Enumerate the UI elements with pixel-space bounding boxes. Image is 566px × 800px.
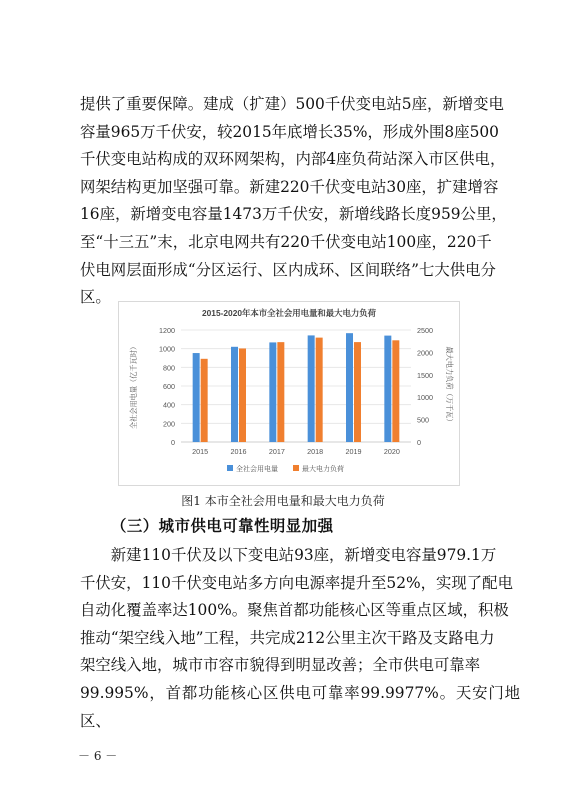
bar-electricity-consumption-2019 [346, 333, 353, 442]
y-tick-label-right: 1000 [417, 393, 433, 403]
x-tick-label: 2020 [383, 447, 400, 456]
x-tick-label: 2019 [345, 447, 362, 456]
bar-chart [118, 301, 460, 486]
y-tick-label-left: 800 [163, 363, 175, 373]
legend-label: 全社会用电量 [236, 466, 278, 473]
bar-electricity-consumption-2015 [193, 353, 200, 442]
bar-electricity-consumption-2016 [231, 347, 238, 442]
y-tick-label-left: 1000 [159, 344, 175, 354]
bar-max-load-2016 [239, 348, 246, 442]
body-paragraph: 新建110千伏及以下变电站93座，新增变电容量979.1万 千伏安，110千伏变电站多方向电源率提升至52%，实现了配电 自动化覆盖率达100%。聚焦首都功能核心区等重点区域，积极 推动“架空线入地”工程，共完成212公里主次干路及支路电力 架空线入地，城市市容市貌得到明显改善；全市供电可靠率 99.995%，首都功能核心区供电可靠率99.9977%。天安门地区、 [80, 546, 520, 730]
bar-max-load-2015 [201, 359, 208, 442]
x-tick-label: 2018 [307, 447, 324, 456]
y-tick-label-right: 2000 [417, 348, 433, 358]
y-tick-label-left: 200 [163, 419, 175, 429]
bar-max-load-2020 [392, 340, 399, 442]
legend-swatch-max-load [293, 465, 299, 471]
chart-svg [119, 302, 459, 485]
y-tick-label-right: 1500 [417, 370, 433, 380]
x-tick-label: 2015 [192, 447, 209, 456]
bar-max-load-2018 [316, 338, 323, 442]
bar-max-load-2017 [277, 342, 284, 442]
page-number: － 6 － [78, 749, 118, 763]
y-tick-label-left: 400 [163, 400, 175, 410]
y-tick-label-right: 2500 [417, 326, 433, 335]
x-tick-label: 2016 [230, 447, 247, 456]
y-tick-label-right: 0 [417, 438, 421, 447]
figure-caption: 图1 本市全社会用电量和最大电力负荷 [181, 494, 385, 508]
y-tick-label-right: 500 [417, 415, 429, 425]
chart-title: 2015-2020年本市全社会用电量和最大电力负荷 [201, 308, 377, 318]
y-axis-title-left: 全社会用电量（亿千瓦时） [129, 342, 138, 430]
bar-electricity-consumption-2017 [269, 342, 276, 442]
y-axis-title-right: 最大电力负荷（万千瓦） [445, 346, 454, 426]
bar-electricity-consumption-2018 [308, 335, 315, 442]
legend-swatch-electricity-consumption [227, 465, 233, 471]
body-paragraph: 提供了重要保障。建成（扩建）500千伏变电站5座，新增变电 容量965万千伏安，较2015年底增长35%，形成外围8座500 千伏变电站构成的双环网架构，内部4座负荷站深入市区供电， 网架结构更加坚强可靠。新建220千伏变电站30座，扩建增容 16座，新增变电容量1473万千伏安，新增线路长度959公里， 至“十三五”末，北京电网共有220千伏变电站100座，220千 伏电网层面形成“分区运行、区内成环、区间联络”七大供电分 区。 [80, 95, 507, 307]
section-heading: （三）城市供电可靠性明显加强 [111, 517, 334, 535]
legend-label: 最大电力负荷 [302, 466, 344, 473]
y-tick-label-left: 1200 [159, 326, 175, 335]
x-tick-label: 2017 [268, 447, 285, 456]
y-tick-label-left: 0 [171, 438, 175, 447]
bar-max-load-2019 [354, 342, 361, 442]
bar-electricity-consumption-2020 [384, 336, 391, 442]
y-tick-label-left: 600 [163, 382, 175, 391]
